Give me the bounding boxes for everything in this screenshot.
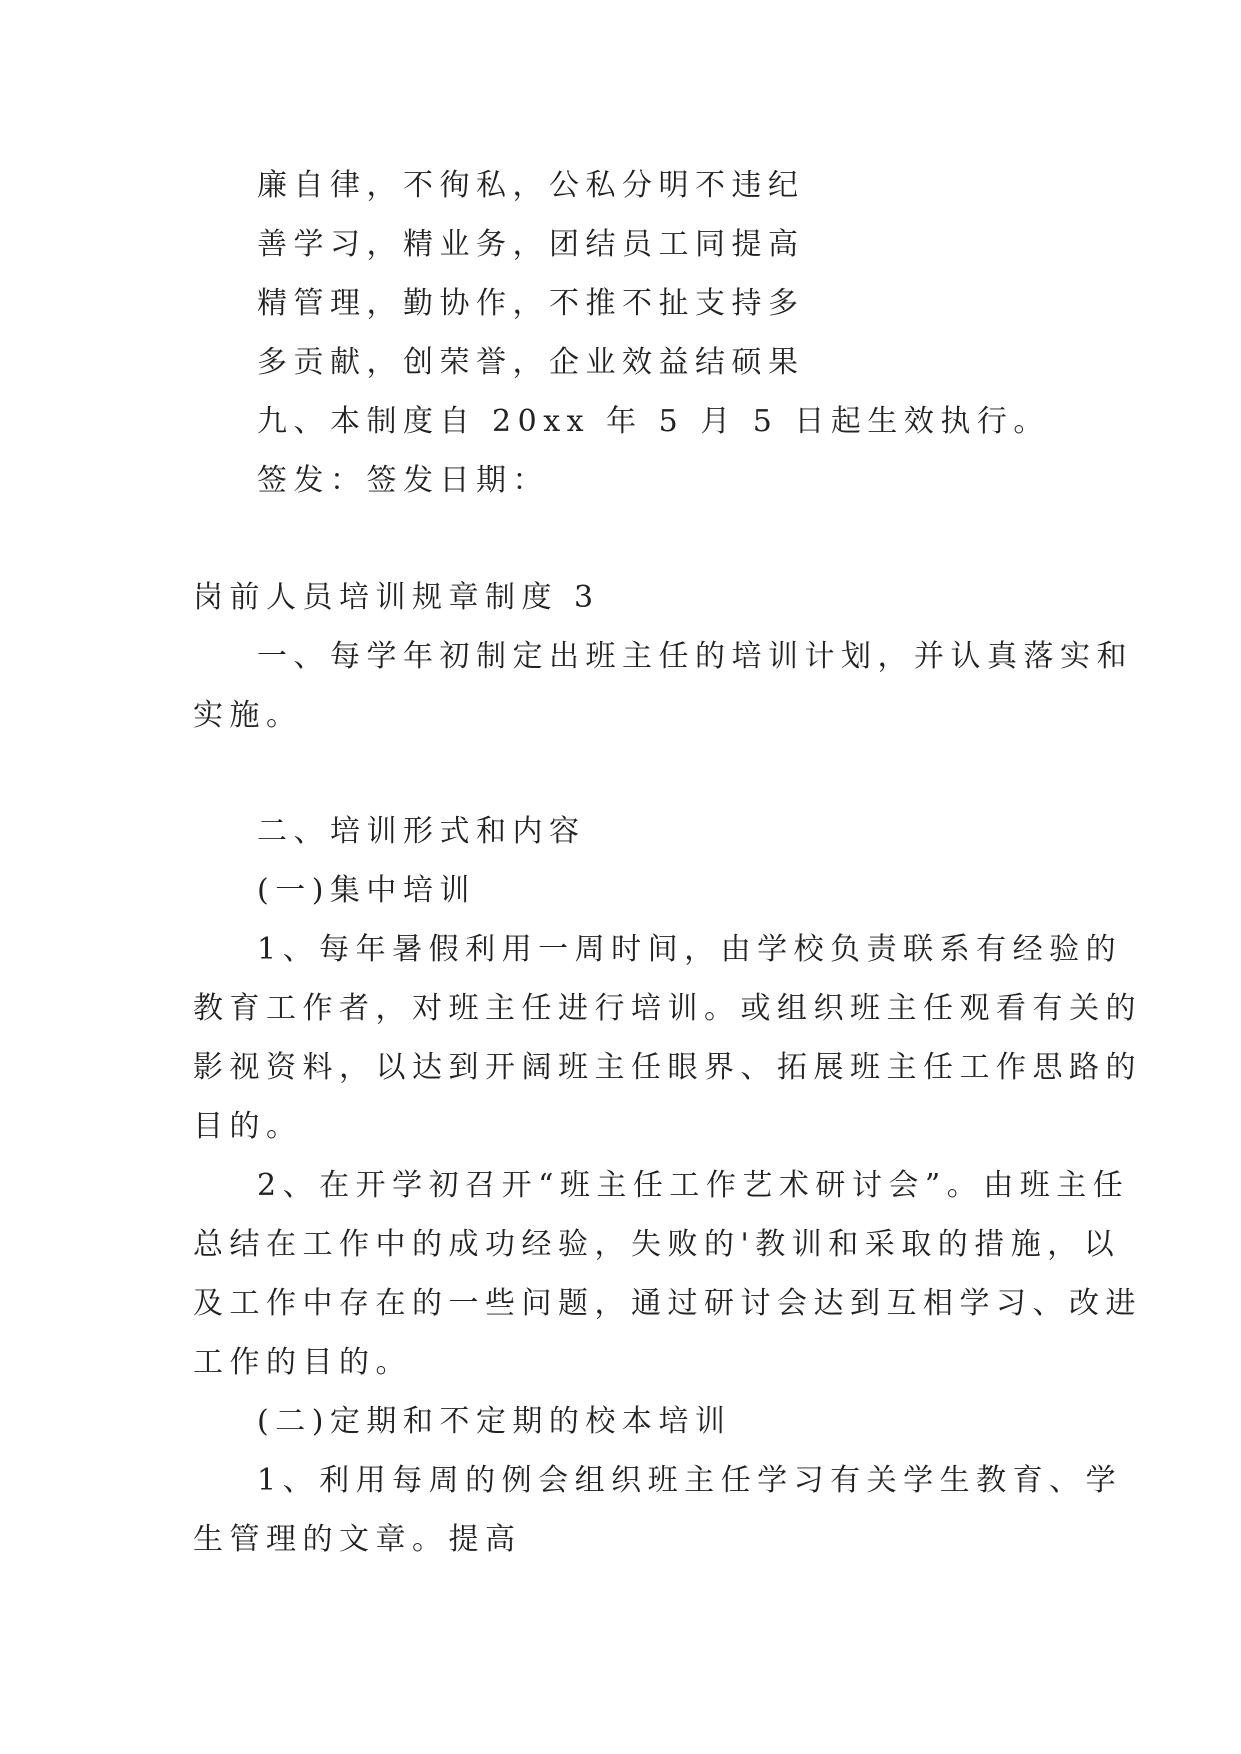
paragraph-3-line-1: 2、在开学初召开“班主任工作艺术研讨会”。由班主任 xyxy=(257,1168,1130,1203)
paragraph-3-line-2: 总结在工作中的成功经验，失败的'教训和采取的措施，以 xyxy=(193,1227,1121,1262)
paragraph-1-line-2: 实施。 xyxy=(193,698,303,733)
paragraph-2-line-3: 影视资料，以达到开阔班主任眼界、拓展班主任工作思路的 xyxy=(193,1050,1142,1085)
subheading-school-based: (二)定期和不定期的校本培训 xyxy=(257,1404,732,1439)
paragraph-4-line-2: 生管理的文章。提高 xyxy=(193,1522,522,1557)
verse-line-3: 精管理，勤协作，不推不扯支持多 xyxy=(257,286,805,321)
section-title: 岗前人员培训规章制度 3 xyxy=(193,580,600,615)
paragraph-effective-date: 九、本制度自 20xx 年 5 月 5 日起生效执行。 xyxy=(257,404,1050,439)
paragraph-3-line-4: 工作的目的。 xyxy=(193,1345,412,1380)
subheading-centralized: (一)集中培训 xyxy=(257,873,476,908)
paragraph-2-line-4: 目的。 xyxy=(193,1109,303,1144)
verse-line-1: 廉自律，不徇私，公私分明不违纪 xyxy=(257,168,805,203)
heading-training-forms: 二、培训形式和内容 xyxy=(257,814,586,849)
paragraph-2-line-1: 1、每年暑假利用一周时间，由学校负责联系有经验的 xyxy=(257,932,1123,967)
verse-line-2: 善学习，精业务，团结员工同提高 xyxy=(257,227,805,262)
paragraph-2-line-2: 教育工作者，对班主任进行培训。或组织班主任观看有关的 xyxy=(193,991,1142,1026)
paragraph-3-line-3: 及工作中存在的一些问题，通过研讨会达到互相学习、改进 xyxy=(193,1286,1142,1321)
signature-line: 签发：签发日期： xyxy=(257,463,549,498)
paragraph-1-line-1: 一、每学年初制定出班主任的培训计划，并认真落实和 xyxy=(257,639,1133,674)
verse-line-4: 多贡献，创荣誉，企业效益结硕果 xyxy=(257,345,805,380)
paragraph-4-line-1: 1、利用每周的例会组织班主任学习有关学生教育、学 xyxy=(257,1463,1123,1498)
